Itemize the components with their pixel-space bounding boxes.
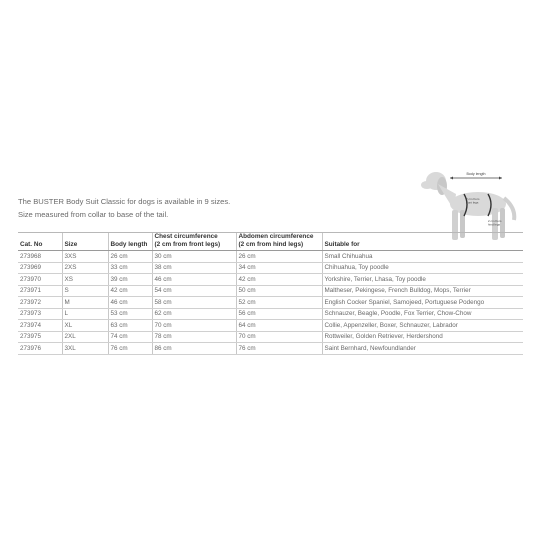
- suitable-for-cell: Saint Bernhard, Newfoundlander: [322, 343, 523, 355]
- header-chest: [152, 233, 236, 251]
- header-cat-no: Cat. No: [18, 233, 62, 251]
- size-cell: M: [62, 297, 108, 309]
- table-row: [18, 308, 523, 320]
- abdomen-cell: 50 cm: [236, 285, 322, 297]
- header-abdomen-line-1: Abdomen circumference: [238, 233, 314, 240]
- header-body-length: Body length: [108, 233, 152, 251]
- body-length-cell: 53 cm: [108, 308, 152, 320]
- chest-cell: 46 cm: [152, 274, 236, 286]
- table-row: [18, 262, 523, 274]
- size-table: [18, 232, 523, 355]
- chest-cell: 30 cm: [152, 251, 236, 263]
- front-label-2: front legs: [466, 200, 479, 205]
- chest-cell: 62 cm: [152, 308, 236, 320]
- body-length-cell: 39 cm: [108, 274, 152, 286]
- header-abdomen-line-2: (2 cm from hind legs): [238, 240, 304, 248]
- cat-no-cell: 273971: [18, 285, 62, 297]
- hind-label-2: hind legs: [488, 222, 501, 227]
- body-length-cell: 33 cm: [108, 262, 152, 274]
- table-row: [18, 331, 523, 343]
- header-size: Size: [62, 233, 108, 251]
- cat-no-cell: 273968: [18, 251, 62, 263]
- suitable-for-cell: Rottweiler, Golden Retriever, Herdershond: [322, 331, 523, 343]
- size-cell: XS: [62, 274, 108, 286]
- abdomen-cell: 52 cm: [236, 297, 322, 309]
- abdomen-cell: 42 cm: [236, 274, 322, 286]
- cat-no-cell: 273976: [18, 343, 62, 355]
- size-cell: S: [62, 285, 108, 297]
- suitable-for-cell: English Cocker Spaniel, Samojeed, Portuguese Podengo: [322, 297, 523, 309]
- hind-label-1: 2 cm from: [488, 219, 502, 223]
- suitable-for-cell: Small Chihuahua: [322, 251, 523, 263]
- size-cell: L: [62, 308, 108, 320]
- cat-no-cell: 273974: [18, 320, 62, 332]
- header-chest-line-2: (2 cm from front legs): [154, 240, 221, 248]
- size-table-header: [18, 233, 523, 251]
- intro-text: [18, 195, 230, 221]
- suitable-for-cell: Collie, Appenzeller, Boxer, Schnauzer, Labrador: [322, 320, 523, 332]
- size-cell: 2XS: [62, 262, 108, 274]
- body-length-label: Body length: [466, 172, 486, 176]
- dog-tail-shape: [504, 198, 514, 220]
- table-row: [18, 297, 523, 309]
- body-length-cell: 74 cm: [108, 331, 152, 343]
- table-row: [18, 343, 523, 355]
- header-row: [18, 233, 523, 251]
- chest-cell: 38 cm: [152, 262, 236, 274]
- chest-cell: 86 cm: [152, 343, 236, 355]
- dog-neck-shape: [438, 184, 456, 210]
- cat-no-cell: 273972: [18, 297, 62, 309]
- abdomen-cell: 34 cm: [236, 262, 322, 274]
- cat-no-cell: 273973: [18, 308, 62, 320]
- abdomen-cell: 56 cm: [236, 308, 322, 320]
- size-cell: 3XS: [62, 251, 108, 263]
- table-row: [18, 251, 523, 263]
- body-length-cell: 42 cm: [108, 285, 152, 297]
- abdomen-cell: 76 cm: [236, 343, 322, 355]
- chest-cell: 58 cm: [152, 297, 236, 309]
- arrow-head-right: [499, 177, 502, 180]
- body-length-cell: 63 cm: [108, 320, 152, 332]
- table-row: [18, 285, 523, 297]
- cat-no-cell: 273975: [18, 331, 62, 343]
- chest-cell: 78 cm: [152, 331, 236, 343]
- intro-line-1: The BUSTER Body Suit Classic for dogs is available in 9 sizes.: [18, 197, 231, 206]
- intro-line-2: Size measured from collar to base of the tail.: [18, 210, 169, 219]
- chest-cell: 70 cm: [152, 320, 236, 332]
- suitable-for-cell: Chihuahua, Toy poodle: [322, 262, 523, 274]
- table-row: [18, 274, 523, 286]
- cat-no-cell: 273970: [18, 274, 62, 286]
- header-chest-line-1: Chest circumference: [154, 233, 218, 240]
- dog-snout-shape: [421, 181, 433, 189]
- header-abdomen: [236, 233, 322, 251]
- size-table-body: [18, 251, 523, 355]
- arrow-head-left: [450, 177, 453, 180]
- size-cell: 2XL: [62, 331, 108, 343]
- abdomen-cell: 70 cm: [236, 331, 322, 343]
- suitable-for-cell: Yorkshire, Terrier, Lhasa, Toy poodle: [322, 274, 523, 286]
- abdomen-cell: 26 cm: [236, 251, 322, 263]
- body-length-cell: 76 cm: [108, 343, 152, 355]
- size-cell: 3XL: [62, 343, 108, 355]
- body-length-cell: 26 cm: [108, 251, 152, 263]
- header-suitable-for: Suitable for: [322, 233, 523, 251]
- size-cell: XL: [62, 320, 108, 332]
- suitable-for-cell: Maltheser, Pekingese, French Bulldog, Mops, Terrier: [322, 285, 523, 297]
- body-length-cell: 46 cm: [108, 297, 152, 309]
- cat-no-cell: 273969: [18, 262, 62, 274]
- table-row: [18, 320, 523, 332]
- front-label-1: 2 cm from: [466, 197, 480, 201]
- abdomen-cell: 64 cm: [236, 320, 322, 332]
- suitable-for-cell: Schnauzer, Beagle, Poodle, Fox Terrier, Chow-Chow: [322, 308, 523, 320]
- chest-cell: 54 cm: [152, 285, 236, 297]
